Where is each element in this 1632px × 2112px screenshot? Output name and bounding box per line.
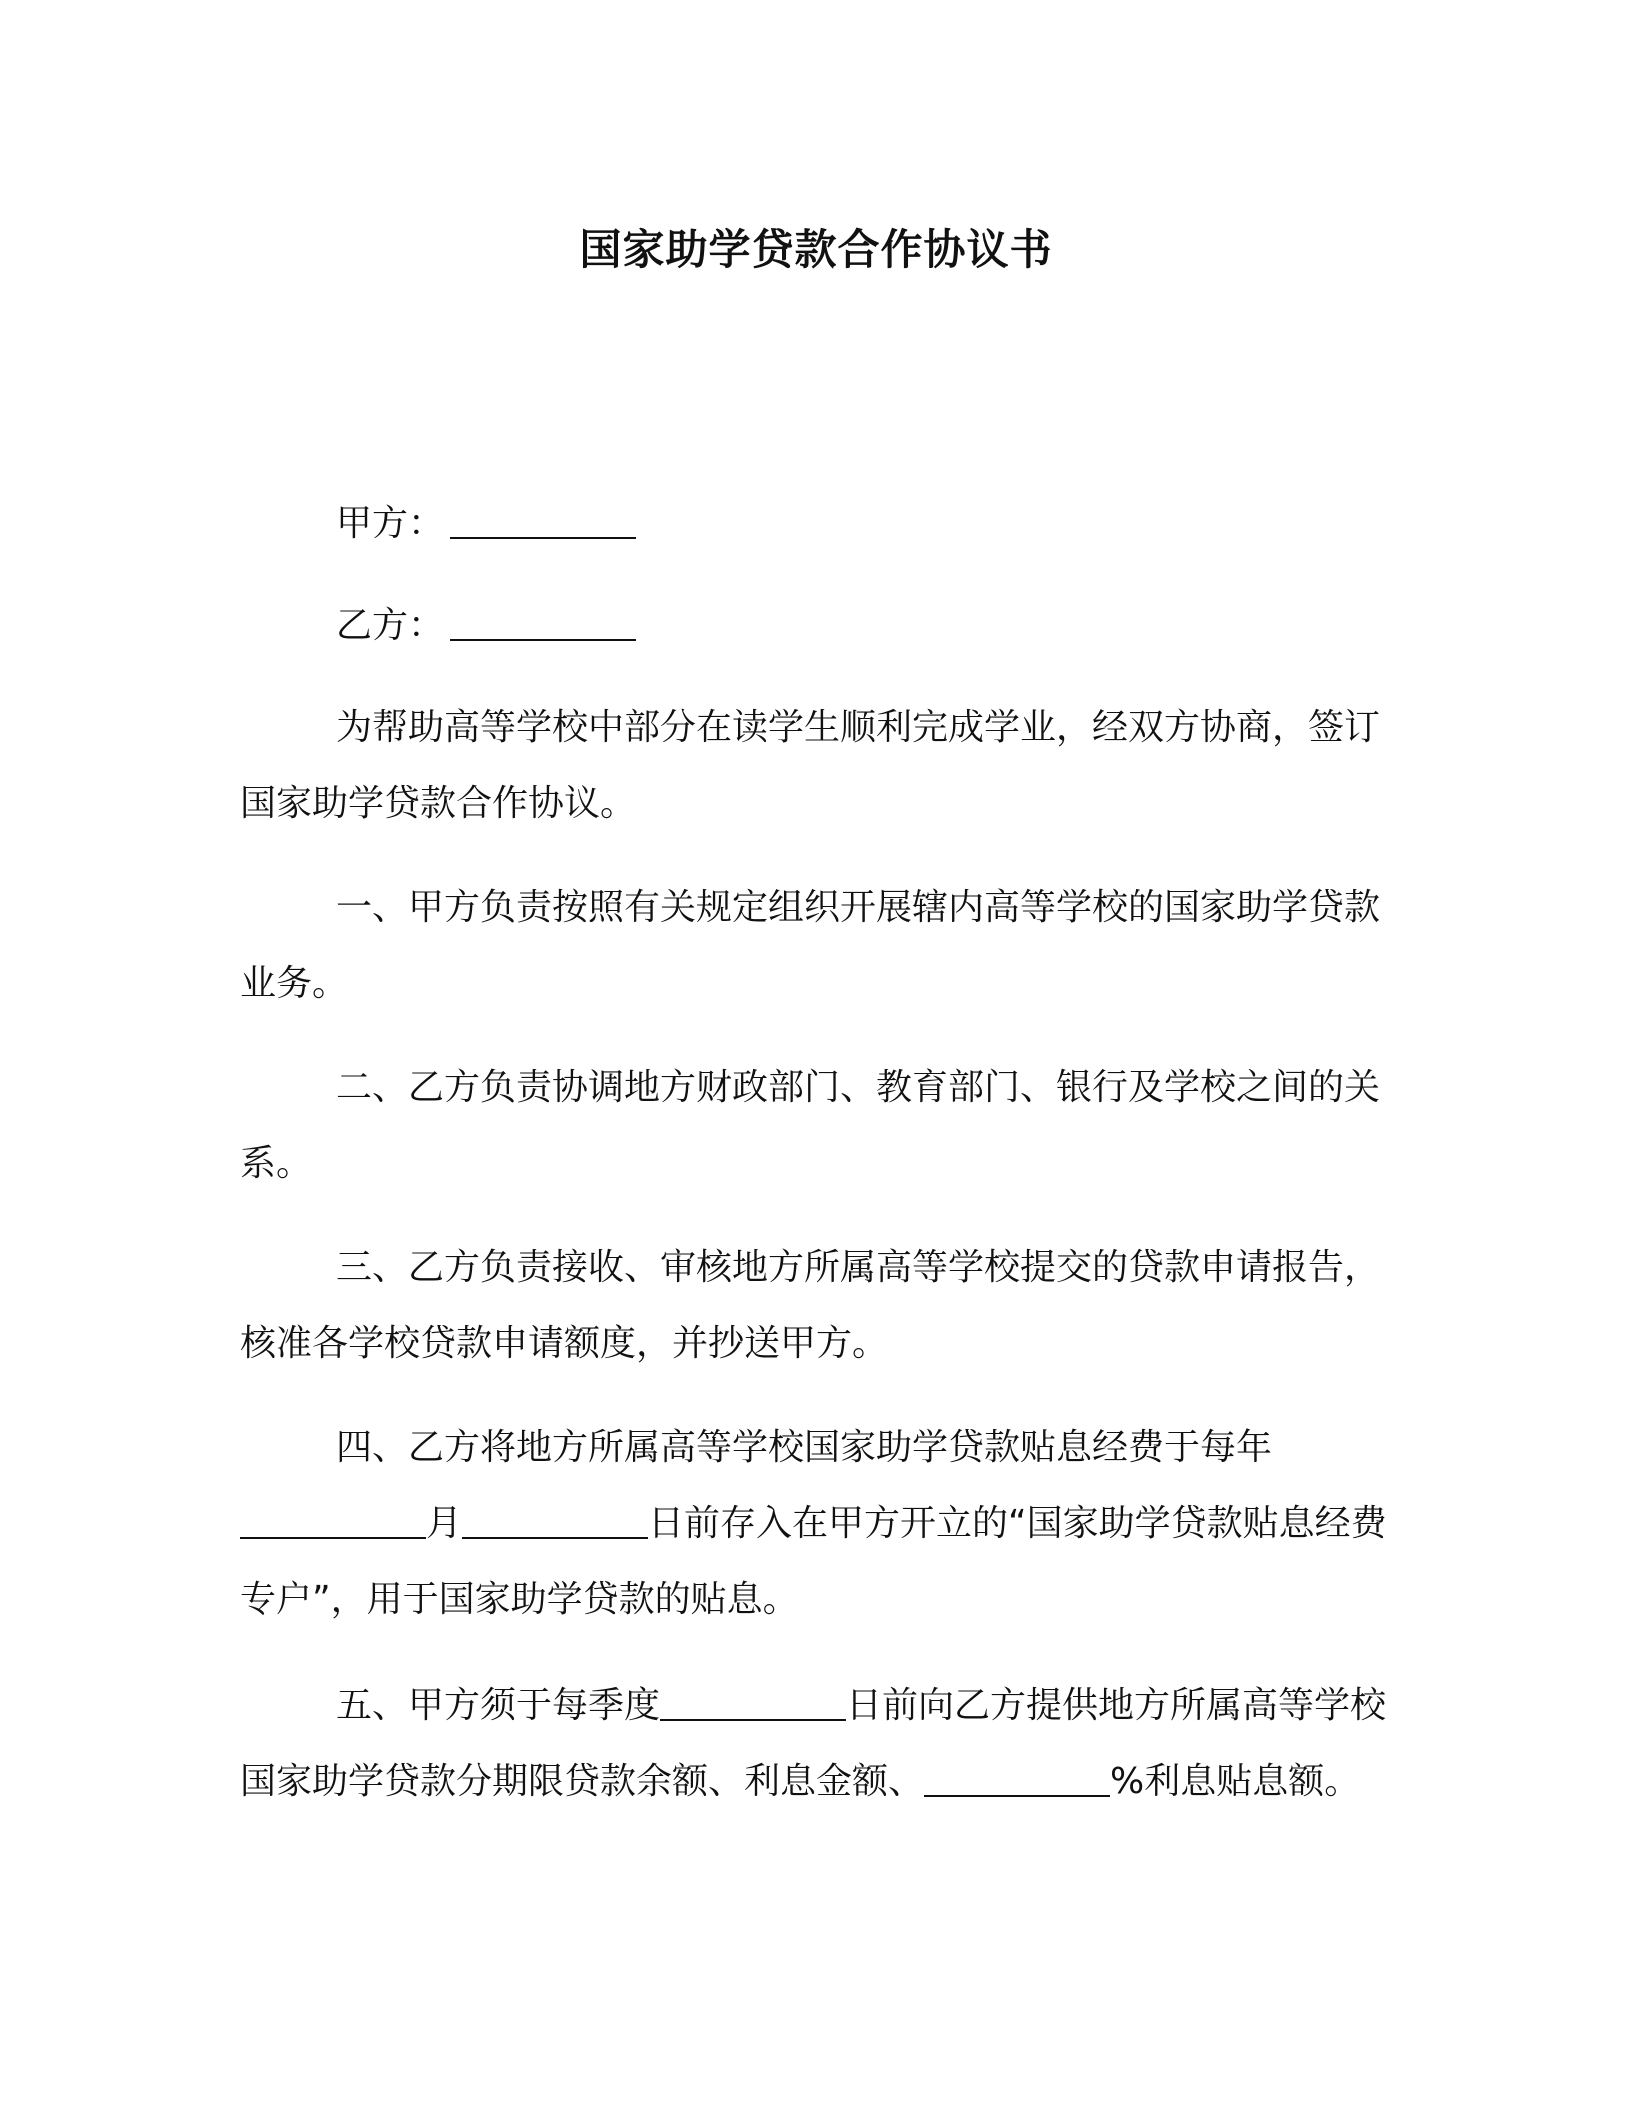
clause-4-day-blank xyxy=(462,1501,648,1539)
intro-paragraph: 为帮助高等学校中部分在读学生顺利完成学业，经双方协商，签订国家助学贷款合作协议。 xyxy=(240,707,1381,824)
document-title: 国家助学贷款合作协议书 xyxy=(579,225,1053,274)
clause-3: 三、乙方负责接收、审核地方所属高等学校提交的贷款申请报告，核准各学校贷款申请额度，并抄送甲方。 xyxy=(240,1247,1381,1364)
clause-5 xyxy=(240,1668,1390,1820)
clause-5-text-c: %利息贴息额。 xyxy=(1110,1761,1361,1802)
clause-4 xyxy=(240,1410,1390,1638)
clause-4-text-a: 四、乙方将地方所属高等学校国家助学贷款贴息经费于每年 xyxy=(336,1427,1273,1468)
clause-2: 二、乙方负责协调地方财政部门、教育部门、银行及学校之间的关系。 xyxy=(240,1067,1381,1184)
clause-4-text-c: 日前存入在甲方开立的“国家助学贷款贴息经费专户”，用于国家助学贷款的贴息。 xyxy=(240,1503,1387,1620)
clause-5-percent-blank xyxy=(924,1759,1110,1797)
clause-5-day-blank xyxy=(660,1683,846,1721)
party-a-blank xyxy=(450,501,636,539)
party-a-line xyxy=(336,496,636,552)
clause-1: 一、甲方负责按照有关规定组织开展辖内高等学校的国家助学贷款业务。 xyxy=(240,887,1381,1004)
party-b-blank xyxy=(450,603,636,641)
clause-4-text-b: 月 xyxy=(426,1503,463,1544)
party-a-label: 甲方： xyxy=(336,503,445,544)
clause-5-text-a: 五、甲方须于每季度 xyxy=(336,1685,661,1726)
clause-4-month-blank xyxy=(240,1501,426,1539)
party-b-label: 乙方： xyxy=(336,605,445,646)
clause-5-text-b: 日前向乙方提供地方所属高等学校国家助学贷款分期限贷款余额、利息金额、 xyxy=(240,1685,1387,1802)
party-b-line xyxy=(336,598,636,654)
